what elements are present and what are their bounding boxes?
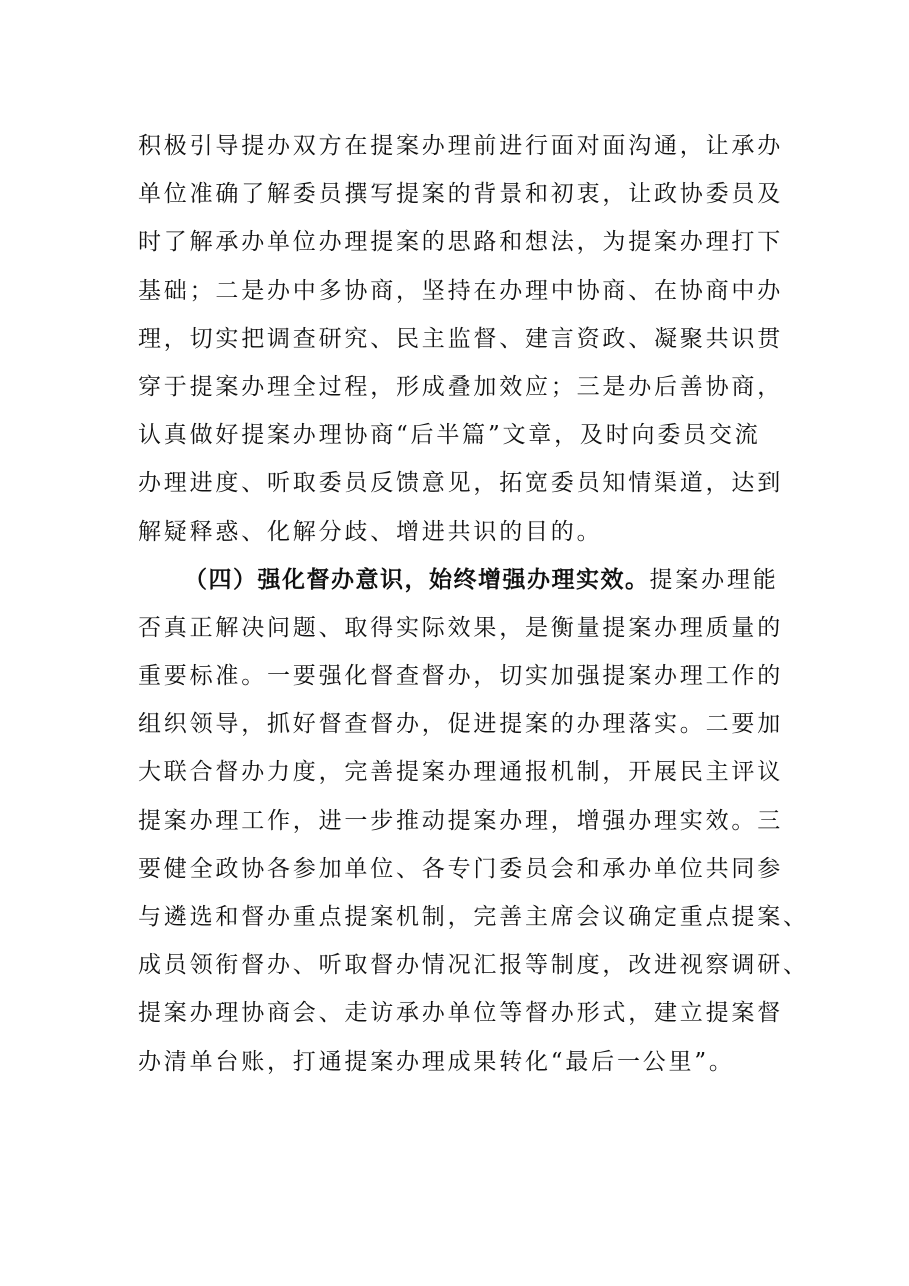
text-line: 解疑释惑、化解分歧、增进共识的目的。 <box>138 518 603 545</box>
text-line: 否真正解决问题、取得实际效果，是衡量提案办理质量的 <box>138 614 783 641</box>
text-line: 基础；二是办中多协商，坚持在办理中协商、在协商中办 <box>138 277 783 304</box>
text-line: 要健全政协各参加单位、各专门委员会和承办单位共同参 <box>138 855 783 882</box>
text-line: 重要标准。一要强化督查督办，切实加强提案办理工作的 <box>138 663 783 690</box>
body-text <box>138 122 809 1086</box>
section-heading: （四）强化督办意识，始终增强办理实效。 <box>184 566 650 593</box>
text-line: 积极引导提办双方在提案办理前进行面对面沟通，让承办 <box>138 133 783 159</box>
text-line: 理，切实把调查研究、民主监督、建言资政、凝聚共识贯 <box>138 325 783 352</box>
text-line: 办清单台账，打通提案办理成果转化“最后一公里”。 <box>138 1048 735 1075</box>
text-run: 提案办理能 <box>649 566 779 593</box>
text-line: 提案办理协商会、走访承办单位等督办形式，建立提案督 <box>138 1000 783 1027</box>
text-line: 时了解承办单位办理提案的思路和想法，为提案办理打下 <box>138 229 783 256</box>
text-line: 与遴选和督办重点提案机制，完善主席会议确定重点提案、 <box>138 904 809 930</box>
paragraph-2 <box>138 556 809 1086</box>
text-line: 组织领导，抓好督查督办，促进提案的办理落实。二要加 <box>138 711 783 738</box>
text-line: 穿于提案办理全过程，形成叠加效应；三是办后善协商， <box>138 373 783 400</box>
text-line: 单位准确了解委员撰写提案的背景和初衷，让政协委员及 <box>138 181 783 208</box>
paragraph-2-first-line <box>138 556 778 604</box>
text-line: 提案办理工作，进一步推动提案办理，增强办理实效。三 <box>138 807 783 834</box>
text-line: 办理进度、听取委员反馈意见，拓宽委员知情渠道，达到 <box>138 470 783 497</box>
text-line: 认真做好提案办理协商“后半篇”文章，及时向委员交流 <box>138 422 761 449</box>
paragraph-1 <box>138 122 783 556</box>
text-line: 大联合督办力度，完善提案办理通报机制，开展民主评议 <box>138 759 783 786</box>
text-line: 成员领衔督办、听取督办情况汇报等制度，改进视察调研、 <box>138 952 809 979</box>
